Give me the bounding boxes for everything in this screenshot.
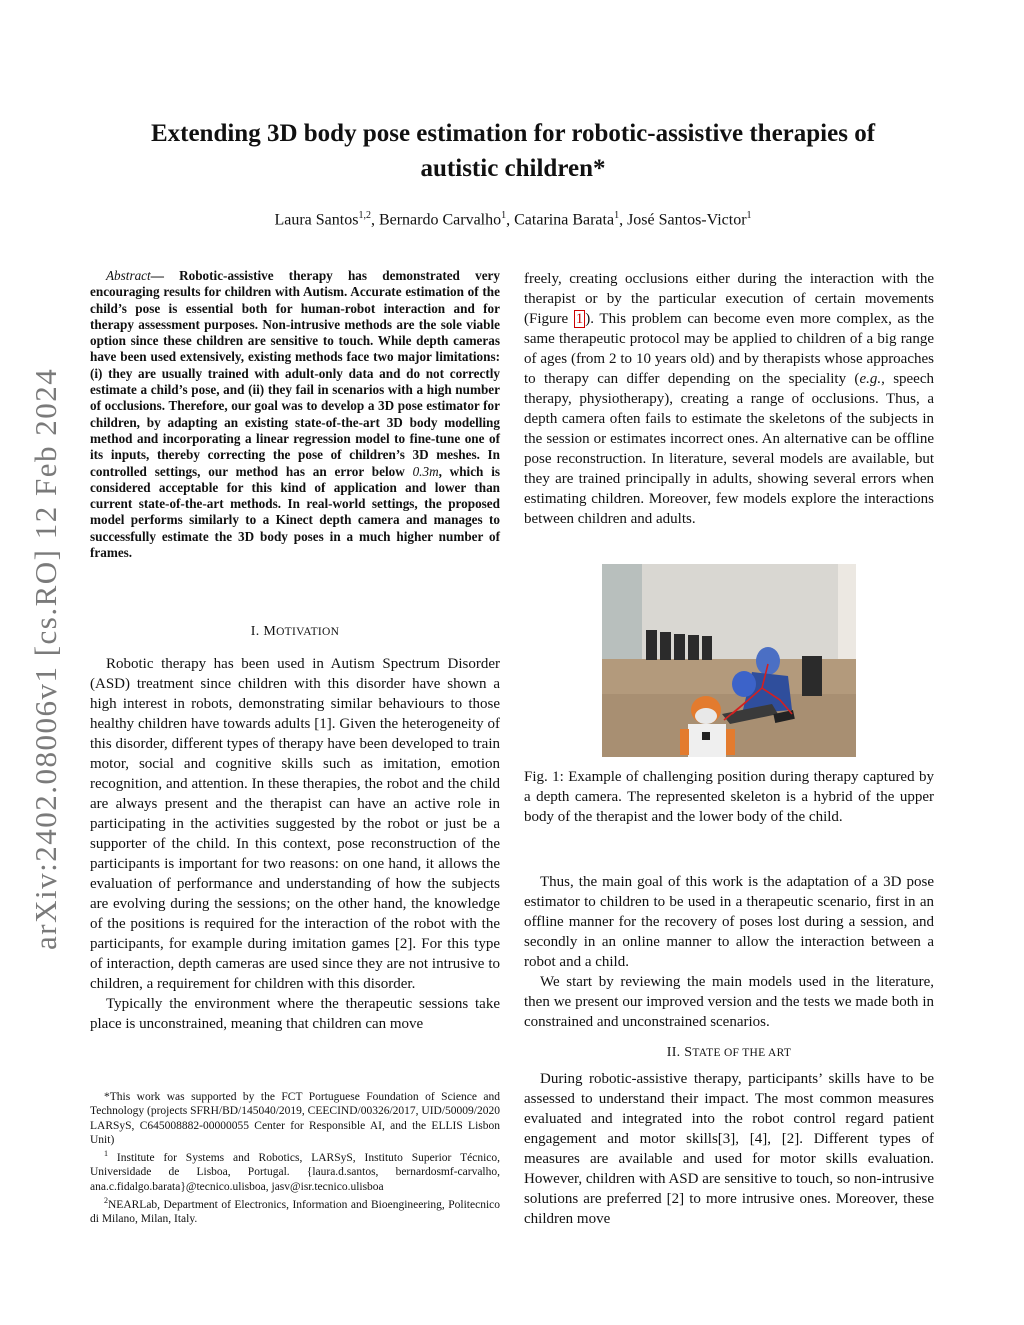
abstract-math: 0.3m (412, 463, 439, 479)
section-title-initial: S (684, 1045, 693, 1060)
text-span: , speech therapy, physiotherapy), creating a range of occlusions. Thus, a depth camera often fails to estimate the skeletons of the subjects in the session or estimates incorrect ones. An alternative can be offline pose reconstruction. In literature, several models are available, but they are trained principally in adults, showing several errors when estimating children. Moreover, few models explore the interactions between children and adults. (524, 371, 934, 527)
author-separator: , (619, 211, 628, 229)
author-affiliation: 1,2 (358, 210, 371, 221)
paragraph: Robotic therapy has been used in Autism Spectrum Disorder (ASD) treatment since children with this disorder have shown a high interest in robots, demonstrating similar behaviours to those healthy children have towards adults [1]. Given the heterogeneity of this disorder, different types of therapy have been developed to train motor, social and cognitive skills such as imitation, emotion recognition, and attention. In these therapies, the robot and the child are always present and the therapist can have an active role in participating in the activities suggested by the robot or just be a supporter of the child. In this context, pose reconstruction of the participants is important for two reasons: on one hand, it allows the evaluation of performance and understanding of how the subjects are evolving during the sessions; on the other hand, the knowledge of the positions is required for the interaction of the robot with the participants, for example during imitation games [2]. For this type of interaction, depth cameras are used since they are not intrusive to children, a requirement for children with this disorder. (90, 656, 500, 992)
section-heading-motivation (90, 624, 500, 640)
section-body-motivation (90, 654, 500, 1034)
paragraph: During robotic-assistive therapy, participants’ skills have to be assessed to understand their impact. The most common measures evaluated and integrated into the robot control regard patient engagement and motor skills[3], [4], [2]. Different types of measures are available and used for motor skills evaluation. However, children with ASD are sensitive to touch, so non-intrusive solutions are preferred [2] to more intrusive ones. Moreover, these children move (524, 1071, 934, 1227)
footnote-mark: 1 (104, 1149, 108, 1159)
section-number: I. (250, 624, 260, 639)
author-name: José Santos-Victor (627, 211, 747, 229)
abstract-text: — Robotic-assistive therapy has demonstrated very encouraging results for children with Autism. Accurate estimation of the child’s pose is essential both for human-robot interaction and for therapy assessment purposes. Non-intrusive methods are the sole viable option since these children are sensitive to touch. While depth cameras have been used extensively, existing methods face two major limitations: (i) they are usually trained with adult-only data and do not correctly estimate a child’s pose, and (ii) they fail in scenarios with a high number of occlusions. Therefore, our goal was to develop a 3D pose estimator for children, by adapting an existing state-of-the-art 3D body modelling method and incorporating a linear regression model to fine-tune one of its inputs, thereby correcting the pose of children’s 3D meshes. In controlled settings, our method has an error below (90, 268, 500, 479)
footnote-affiliation-2 (90, 1194, 500, 1226)
author-name: Catarina Barata (514, 211, 615, 229)
right-column-body (524, 872, 934, 1032)
text-span: freely, creating occlusions either during the interaction with the therapist or by the particular execution of certain movements (Figure (524, 271, 934, 327)
therapy-scene-illustration (602, 564, 856, 757)
paragraph: Typically the environment where the therapeutic sessions take place is unconstrained, meaning that children can move (90, 996, 500, 1032)
section-body-state-of-art (524, 1069, 934, 1229)
abstract-label: Abstract (106, 268, 151, 283)
footnote-affiliation-1 (90, 1147, 500, 1194)
figure-reference-link[interactable]: 1 (575, 311, 584, 327)
abstract (90, 268, 500, 561)
abstract-text-end: , which is considered acceptable for this kind of application and lower than current state-of-the-art methods. In real-world settings, the proposed model performs similarly to a Kinect depth camera and manages to successfully estimate the 3D body poses in a much higher number of frames. (90, 463, 500, 561)
author-affiliation: 1 (614, 210, 620, 221)
paper-title (90, 116, 936, 186)
author-separator: , (506, 211, 515, 229)
section-title-initial: M (263, 624, 277, 639)
author-separator: , (370, 211, 379, 229)
footnote-funding: *This work was supported by the FCT Portuguese Foundation of Science and Technology (projects SFRH/BD/145040/2019, CEECIND/00326/2017, UID/50009/2020 LARSyS, C645008882-00000055 Center for Responsible AI, and the ELLIS Lisbon Unit) (90, 1091, 500, 1146)
section-heading-state-of-art (524, 1045, 934, 1061)
author-affiliation: 1 (501, 210, 507, 221)
figure-1-caption: Fig. 1: Example of challenging position during therapy captured by a depth camera. The represented skeleton is a hybrid of the upper body of the therapist and the lower body of the child. (524, 769, 934, 825)
footnotes (90, 1090, 500, 1226)
author-affiliation: 1 (746, 210, 752, 221)
paragraph-continuation (524, 269, 934, 529)
figure-1-photo (602, 564, 856, 757)
title-line-2: autistic children* (420, 155, 606, 182)
paragraph: We start by reviewing the main models used in the literature, then we present our improved version and the tests we made both in constrained and unconstrained scenarios. (524, 974, 934, 1030)
section-number: II. (666, 1045, 681, 1060)
author-list (90, 210, 936, 229)
title-line-1: Extending 3D body pose estimation for robotic-assistive therapies of (150, 120, 876, 147)
arxiv-identifier: arXiv:2402.08006v1 [cs.RO] 12 Feb 2024 (28, 367, 63, 950)
section-title-rest: TATE OF THE ART (692, 1047, 792, 1059)
text-span: ). This problem can become even more complex, as the same therapeutic protocol may be applied to children of a big range of ages (from 2 to 10 years old) and by therapists whose approaches to therapy can differ depending on the speciality ( (524, 311, 934, 387)
author-name: Bernardo Carvalho (378, 211, 502, 229)
italic-abbrev: e.g. (859, 371, 882, 387)
footnote-text: Institute for Systems and Robotics, LARSyS, Instituto Superior Técnico, Universidade de Lisboa, Portugal. {laura.d.santos, bernardosmf-carvalho, ana.c.fidalgo.barata}@tecnico.ulisboa, jasv@isr.tecnico.ulisboa (90, 1152, 500, 1193)
paragraph (524, 269, 934, 529)
section-title-rest: OTIVATION (276, 626, 340, 638)
footnote-mark: 2 (104, 1195, 108, 1205)
author-name: Laura Santos (274, 211, 359, 229)
footnote-text: NEARLab, Department of Electronics, Information and Bioengineering, Politecnico di Milano, Milan, Italy. (90, 1198, 500, 1226)
paragraph: Thus, the main goal of this work is the adaptation of a 3D pose estimator to children to be used in a therapeutic scenario, first in an offline manner for the recovery of poses lost during a session, and secondly in an online manner to allow the interaction between a robot and a child. (524, 874, 934, 970)
